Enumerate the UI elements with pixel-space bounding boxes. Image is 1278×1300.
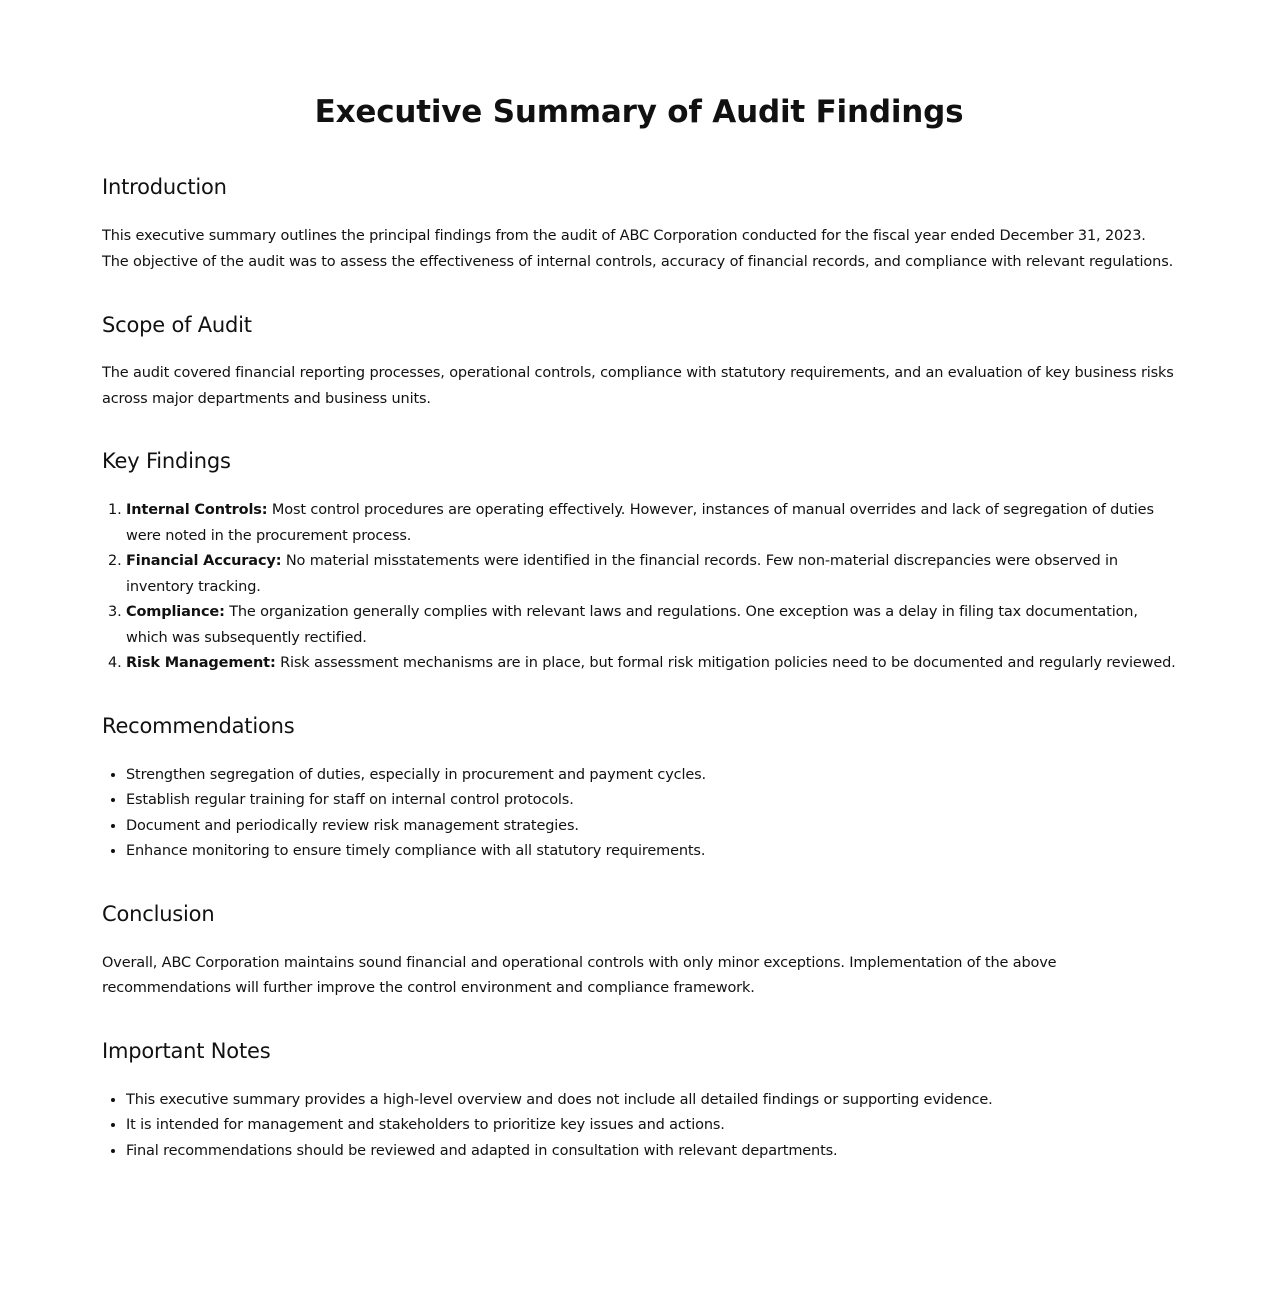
important-notes-heading: Important Notes (102, 1038, 271, 1063)
finding-label: Compliance: (126, 604, 225, 620)
recommendation-item: • Strengthen segregation of duties, especially in procurement and payment cycles. (126, 763, 1176, 789)
conclusion-section (102, 865, 1176, 1002)
finding-text: Most control procedures are operating effectively. However, instances of manual overrides and lack of segregation of duties were noted in the procurement process. (126, 502, 1154, 544)
note-item: • This executive summary provides a high-level overview and does not include all detailed findings or supporting evidence. (126, 1088, 1176, 1114)
conclusion-heading: Conclusion (102, 901, 215, 926)
finding-item-internal-controls (126, 498, 1176, 549)
recommendation-item: • Enhance monitoring to ensure timely compliance with all statutory requirements. (126, 839, 1176, 865)
finding-label: Financial Accuracy: (126, 553, 282, 569)
introduction-text: This executive summary outlines the principal findings from the audit of ABC Corporation conducted for the fiscal year ended December 31, 2023. The objective of the audit was to assess the effectiveness of internal controls, accuracy of financial records, and compliance with relevant regulations. (102, 228, 1174, 270)
finding-text: Risk assessment mechanisms are in place, but formal risk mitigation policies need to be documented and regularly reviewed. (280, 655, 1176, 671)
recommendations-section (102, 677, 1176, 865)
important-notes-section (102, 1002, 1176, 1165)
key-findings-list (102, 498, 1176, 677)
scope-heading: Scope of Audit (102, 313, 252, 337)
scope-text: The audit covered financial reporting processes, operational controls, compliance with statutory requirements, and an evaluation of key business risks across major departments and business units. (102, 365, 1174, 407)
important-notes-list (102, 1088, 1176, 1165)
finding-label: Risk Management: (126, 655, 276, 671)
finding-item-financial-accuracy (126, 549, 1176, 600)
finding-text: The organization generally complies with relevant laws and regulations. One exception was a delay in filing tax documentation, which was subsequently rectified. (126, 604, 1138, 646)
scope-section (102, 275, 1176, 412)
recommendations-heading: Recommendations (102, 713, 295, 738)
finding-label: Internal Controls: (126, 502, 268, 518)
recommendations-list (102, 763, 1176, 865)
document-title: Executive Summary of Audit Findings (314, 94, 964, 130)
recommendation-item: • Document and periodically review risk management strategies. (126, 814, 1176, 840)
key-findings-section (102, 412, 1176, 677)
recommendation-item: • Establish regular training for staff on internal control protocols. (126, 788, 1176, 814)
key-findings-heading: Key Findings (102, 449, 231, 473)
finding-item-compliance (126, 600, 1176, 651)
introduction-heading: Introduction (102, 175, 227, 199)
introduction-section (102, 132, 1176, 275)
finding-text: No material misstatements were identified in the financial records. Few non-material discrepancies were observed in inventory tracking. (126, 553, 1118, 595)
conclusion-text: Overall, ABC Corporation maintains sound financial and operational controls with only minor exceptions. Implementation of the above recommendations will further improve the control environment and compliance framework. (102, 954, 1057, 996)
note-item: • Final recommendations should be reviewed and adapted in consultation with relevant departments. (126, 1139, 1176, 1165)
note-item: • It is intended for management and stakeholders to prioritize key issues and actions. (126, 1113, 1176, 1139)
finding-item-risk-management (126, 651, 1176, 677)
